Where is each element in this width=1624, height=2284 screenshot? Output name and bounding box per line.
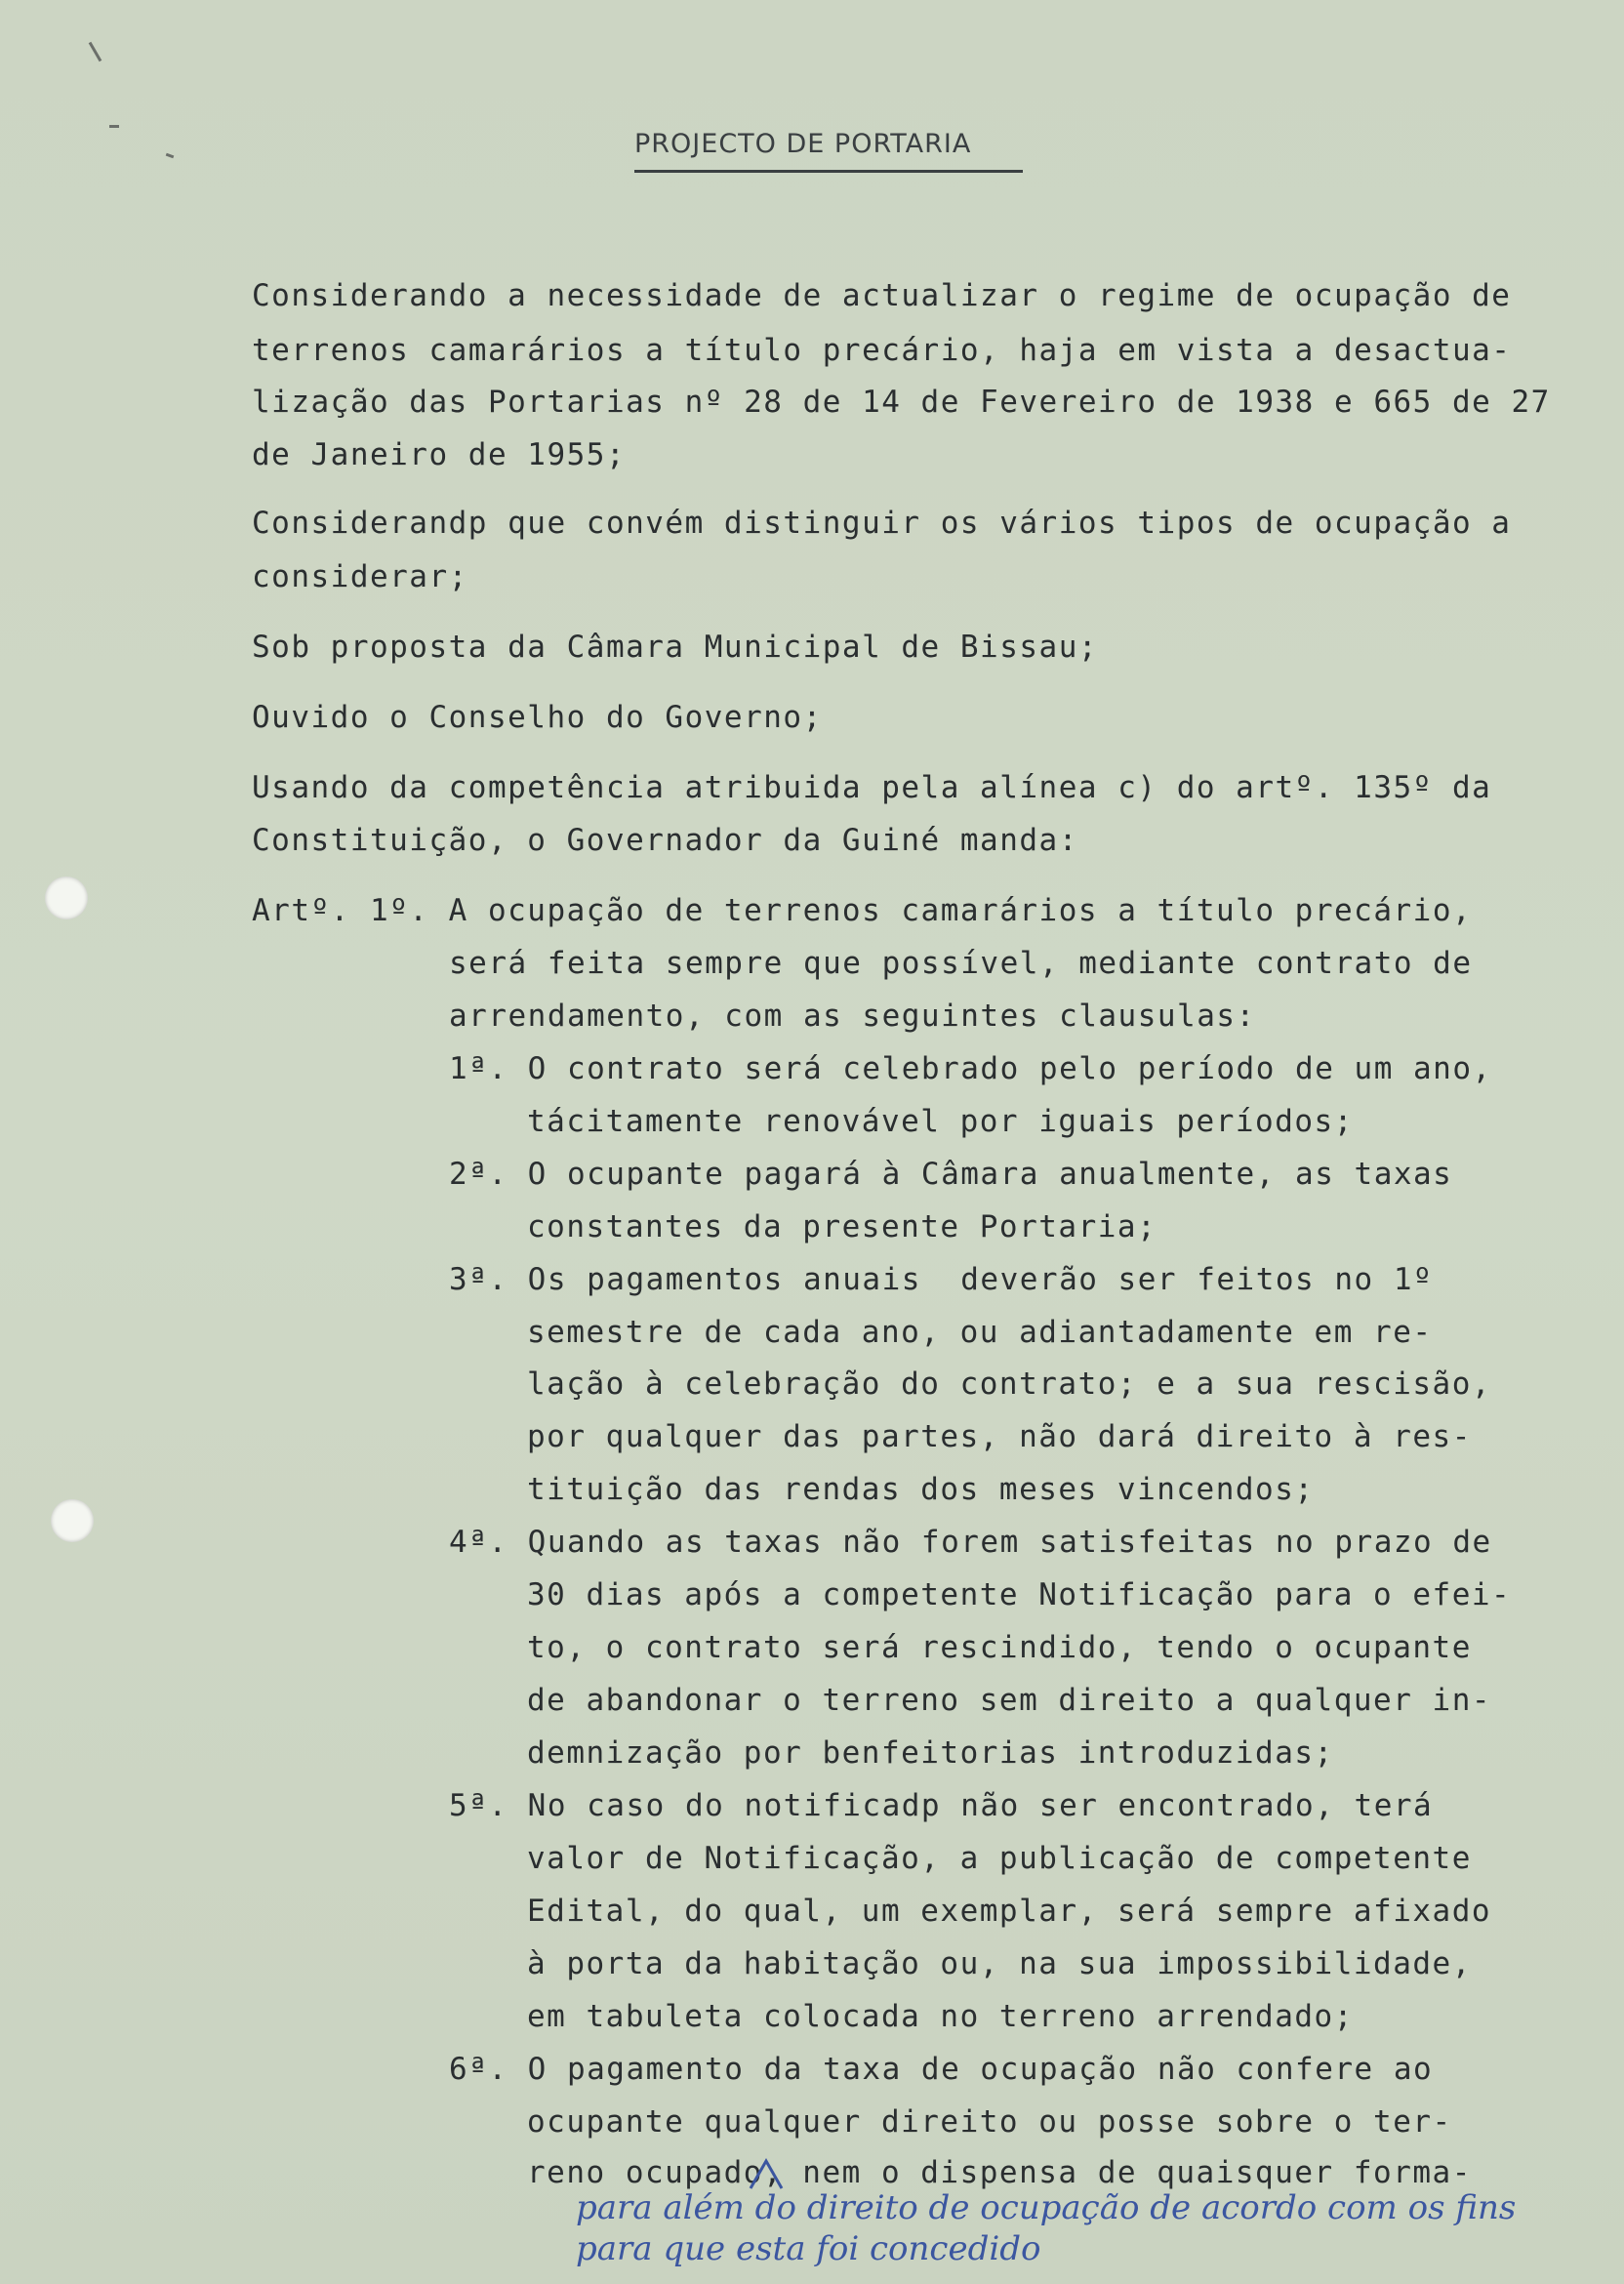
title-underline — [634, 170, 1023, 173]
clause-line: ocupante qualquer direito ou posse sobre o ter- — [527, 2104, 1452, 2140]
text-line: arrendamento, com as seguintes clausulas: — [449, 999, 1256, 1034]
clause-line: tituição das rendas dos meses vincendos; — [527, 1472, 1315, 1507]
article-heading: Artº. 1º. A ocupação de terrenos camarários a título precário, — [252, 893, 1473, 928]
text-line: Considerando a necessidade de actualizar o regime de ocupação de — [252, 278, 1512, 313]
clause-line: Edital, do qual, um exemplar, será sempre afixado — [527, 1894, 1492, 1929]
punch-hole-bottom — [51, 1499, 94, 1542]
clause-line: demnização por benfeitorias introduzidas; — [527, 1735, 1334, 1771]
text-line: de Janeiro de 1955; — [252, 437, 627, 472]
text-line: Sob proposta da Câmara Municipal de Bissau; — [252, 630, 1099, 665]
handwritten-annotation-line: para que esta foi concedido — [576, 2229, 1041, 2268]
clause-line: 1ª. O contrato será celebrado pelo período de um ano, — [449, 1051, 1492, 1086]
clause-line: semestre de cada ano, ou adiantadamente em re- — [527, 1315, 1433, 1350]
speck — [166, 153, 175, 159]
text-line: Constituição, o Governador da Guiné manda: — [252, 823, 1078, 858]
clause-line: 4ª. Quando as taxas não forem satisfeitas no prazo de — [449, 1525, 1492, 1560]
text-line: considerar; — [252, 559, 468, 594]
clause-line: valor de Notificação, a publicação de competente — [527, 1841, 1472, 1876]
text-line: Considerandp que convém distinguir os vários tipos de ocupação a — [252, 506, 1512, 541]
text-line: terrenos camarários a título precário, haja em vista a desactua- — [252, 333, 1512, 368]
clause-line: 5ª. No caso do notificadp não ser encontrado, terá — [449, 1788, 1434, 1823]
text-line: lização das Portarias nº 28 de 14 de Fevereiro de 1938 e 665 de 27 — [252, 385, 1551, 420]
clause-line: 3ª. Os pagamentos anuais deverão ser feitos no 1º — [449, 1262, 1434, 1297]
handwritten-annotation-line: para além do direito de ocupação de acordo com os fins — [576, 2188, 1517, 2227]
clause-line: 2ª. O ocupante pagará à Câmara anualmente, as taxas — [449, 1157, 1453, 1192]
clause-line: 30 dias após a competente Notificação para o efei- — [527, 1577, 1512, 1612]
clause-line: to, o contrato será rescindido, tendo o ocupante — [527, 1630, 1472, 1665]
text-line: Usando da competência atribuida pela alínea c) do artº. 135º da — [252, 770, 1492, 805]
clause-line: por qualquer das partes, não dará direito à res- — [527, 1419, 1472, 1454]
punch-hole-top — [45, 877, 88, 919]
insertion-caret-mark — [747, 2157, 786, 2190]
text-line: Ouvido o Conselho do Governo; — [252, 700, 823, 735]
clause-line: reno ocupado, nem o dispensa de quaisquer forma- — [527, 2155, 1472, 2190]
speck — [89, 42, 102, 62]
document-title: PROJECTO DE PORTARIA — [634, 129, 972, 159]
speck — [109, 125, 119, 128]
clause-line: à porta da habitação ou, na sua impossibilidade, — [527, 1946, 1472, 1981]
clause-line: 6ª. O pagamento da taxa de ocupação não confere ao — [449, 2052, 1434, 2087]
text-line: será feita sempre que possível, mediante contrato de — [449, 946, 1473, 981]
clause-line: lação à celebração do contrato; e a sua rescisão, — [527, 1366, 1492, 1402]
clause-line: tácitamente renovável por iguais períodos; — [527, 1104, 1354, 1139]
clause-line: constantes da presente Portaria; — [527, 1209, 1157, 1244]
clause-line: de abandonar o terreno sem direito a qualquer in- — [527, 1683, 1492, 1718]
clause-line: em tabuleta colocada no terreno arrendado; — [527, 1999, 1354, 2034]
